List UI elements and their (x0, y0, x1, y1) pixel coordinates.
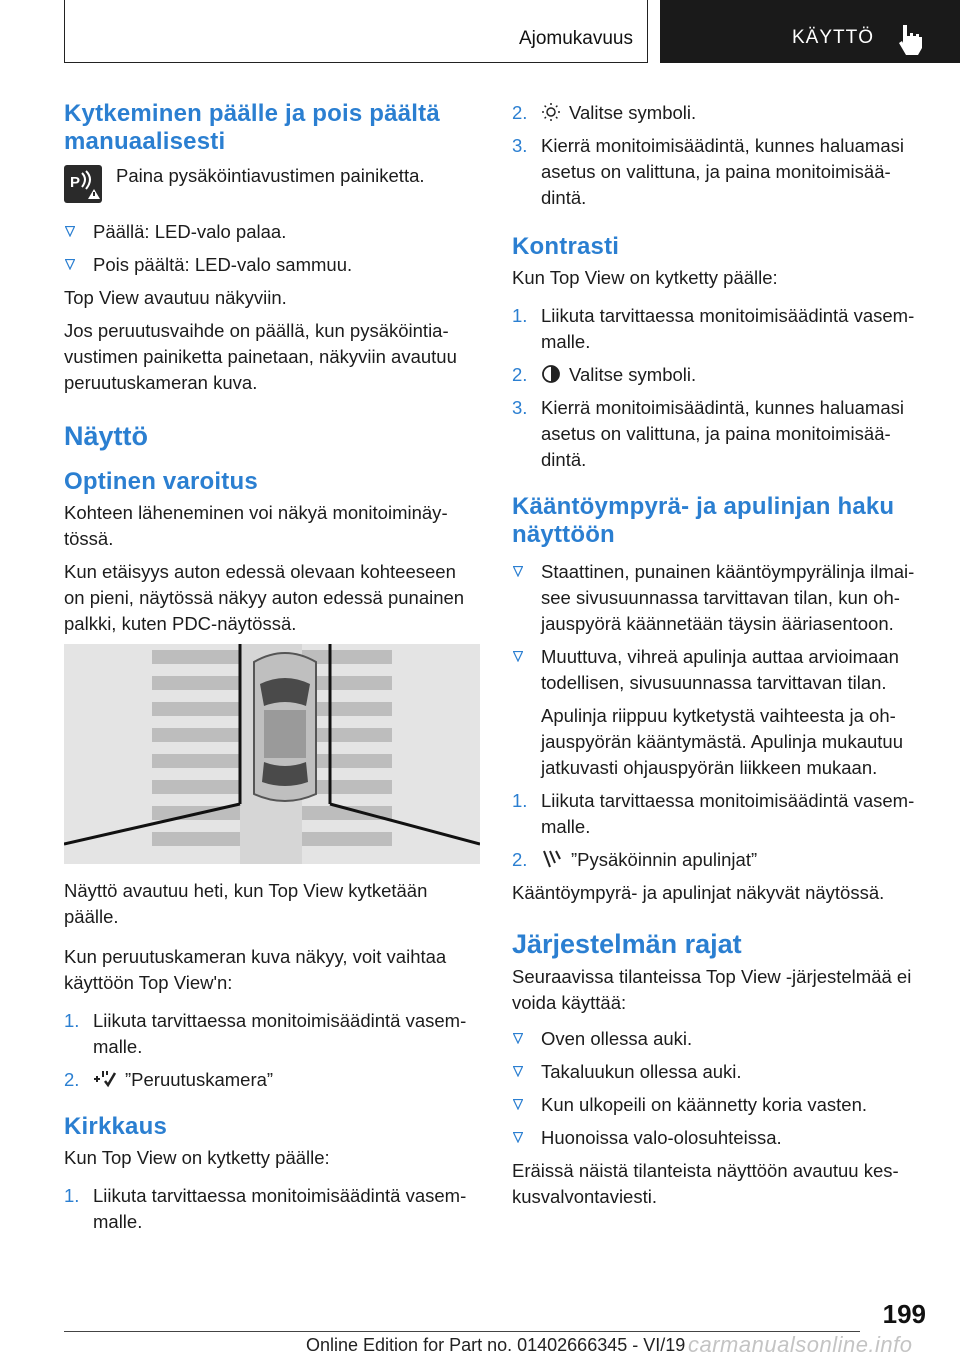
step-text: Kierrä monitoimisäädintä, kunnes haluamasi asetus on valittuna, ja paina monitoimisäädintä. (541, 135, 904, 208)
step-number: 1. (512, 790, 528, 811)
triangle-bullet-icon (513, 651, 523, 662)
manual-bullet-off: Pois päältä: LED-valo sammuu. (93, 254, 353, 275)
manual-switch-heading: Kytkeminen päälle ja pois päältä manuaalisesti (64, 100, 440, 155)
top-view-illustration (64, 644, 480, 864)
triangle-bullet-icon (65, 259, 75, 270)
list-item (512, 1059, 928, 1085)
sun-icon (541, 102, 561, 122)
manual-paragraph-1: Top View avautuu näkyviin. (64, 287, 287, 308)
step-number: 2. (512, 364, 528, 385)
turning-sub-paragraph: Apulinja riippuu kytketystä vaihteesta ja ohjauspyörän kääntymästä. Apulinja mukautuu jatkuvasti ohjauspyörän liikkeen mukaan. (541, 705, 903, 778)
step-number: 1. (64, 1010, 80, 1031)
display-heading: Näyttö (64, 421, 149, 451)
after-diagram-paragraph-2: Kun peruutuskameran kuva näkyy, voit vaihtaa käyttöön Top View'n: (64, 946, 447, 993)
triangle-bullet-icon (513, 1099, 523, 1110)
turning-paragraph: Kääntöympyrä- ja apulinjat näkyvät näytössä. (512, 882, 885, 903)
manual-bullet-on: Päällä: LED-valo palaa. (93, 221, 287, 242)
list-item (512, 100, 928, 126)
svg-text:P: P (70, 174, 81, 191)
header-chapter-title: KÄYTTÖ (792, 27, 875, 48)
contrast-icon (541, 364, 561, 384)
list-item (512, 133, 928, 211)
limit-bullet: Kun ulkopeili on käännetty koria vasten. (541, 1094, 868, 1115)
list-item (64, 1067, 480, 1093)
list-item (64, 219, 480, 245)
parking-guidelines-icon (541, 849, 563, 869)
list-item (512, 395, 928, 473)
optical-warning-heading: Optinen varoitus (64, 468, 258, 495)
step-number: 2. (512, 849, 528, 870)
list-item (512, 847, 928, 873)
list-item (512, 788, 928, 840)
watermark: carmanualsonline.info (688, 1332, 913, 1357)
limits-paragraph: Seuraavissa tilanteissa Top View -järjestelmää ei voida käyttää: (512, 966, 912, 1013)
step-text: ”Peruutuskamera” (125, 1069, 274, 1090)
limit-bullet: Huonoissa valo-olosuhteissa. (541, 1127, 782, 1148)
step-text: ”Pysäköinnin apulinjat” (571, 849, 758, 870)
header-chapter-box (660, 0, 960, 63)
step-text: Valitse symboli. (569, 364, 697, 385)
list-item (512, 1125, 928, 1151)
turning-bullet-dynamic: Muuttuva, vihreä apulinja auttaa arvioimaan todellisen, sivusuunnassa tarvittavan tilan. (541, 646, 899, 693)
step-text: Liikuta tarvittaessa monitoimisäädintä vasemmalle. (93, 1010, 467, 1057)
list-item (512, 303, 928, 355)
triangle-bullet-icon (513, 566, 523, 577)
hand-pointer-icon (894, 21, 928, 57)
step-text: Liikuta tarvittaessa monitoimisäädintä vasemmalle. (93, 1185, 467, 1232)
step-number: 2. (64, 1069, 80, 1090)
limit-bullet: Oven ollessa auki. (541, 1028, 693, 1049)
step-number: 3. (512, 135, 528, 156)
after-diagram-paragraph-1: Näyttö avautuu heti, kun Top View kytketään päälle. (64, 880, 428, 927)
brightness-heading: Kirkkaus (64, 1113, 167, 1140)
contrast-heading: Kontrasti (512, 233, 620, 260)
brightness-paragraph: Kun Top View on kytketty päälle: (64, 1147, 330, 1168)
left-column (64, 100, 480, 1242)
header-section-title: Ajomukavuus (518, 28, 633, 49)
list-item (512, 644, 928, 696)
list-item (512, 1092, 928, 1118)
optical-paragraph-1: Kohteen läheneminen voi näkyä monitoiminäytössä. (64, 502, 448, 549)
manual-instruction (64, 163, 480, 207)
right-column (512, 100, 928, 1217)
step-text: Valitse symboli. (569, 102, 697, 123)
step-text: Liikuta tarvittaessa monitoimisäädintä vasemmalle. (541, 790, 915, 837)
manual-paragraph-2: Jos peruutusvaihde on päällä, kun pysäköintiavustimen painiketta painetaan, näkyviin avautuu peruutuskameran kuva. (64, 320, 457, 393)
system-limits-heading: Järjestelmän rajat (512, 929, 742, 959)
list-item (512, 559, 928, 637)
top-view-diagram (64, 644, 480, 864)
triangle-bullet-icon (513, 1132, 523, 1143)
turning-circle-heading: Kääntöympyrä- ja apulinjan haku näyttöön (512, 493, 895, 548)
list-item (64, 1183, 480, 1235)
reversing-camera-icon (93, 1069, 117, 1089)
triangle-bullet-icon (513, 1033, 523, 1044)
step-text: Liikuta tarvittaessa monitoimisäädintä vasemmalle. (541, 305, 915, 352)
step-number: 2. (512, 102, 528, 123)
list-item (512, 1026, 928, 1052)
step-number: 1. (64, 1185, 80, 1206)
manual-instruction-text: Paina pysäköintiavustimen painiketta. (116, 165, 425, 186)
list-item (64, 252, 480, 278)
step-text: Kierrä monitoimisäädintä, kunnes haluamasi asetus on valittuna, ja paina monitoimisäädintä. (541, 397, 904, 470)
turning-bullet-static: Staattinen, punainen kääntöympyrälinja ilmaisee sivusuunnassa tarvittavan tilan, kun ohjauspyörä käännetään täysin ääriasentoon. (541, 561, 915, 634)
triangle-bullet-icon (513, 1066, 523, 1077)
step-number: 3. (512, 397, 528, 418)
header-section-box (64, 0, 648, 63)
page-number: 199 (882, 1299, 926, 1329)
limit-bullet: Takaluukun ollessa auki. (541, 1061, 742, 1082)
contrast-paragraph: Kun Top View on kytketty päälle: (512, 267, 778, 288)
step-number: 1. (512, 305, 528, 326)
list-item (64, 1008, 480, 1060)
parking-assistant-button-icon (64, 165, 102, 203)
list-item (512, 362, 928, 388)
footer-edition: Online Edition for Part no. 01402666345 - VI/19 (306, 1335, 686, 1355)
limits-paragraph-2: Eräissä näistä tilanteista näyttöön avautuu keskusvalvontaviesti. (512, 1160, 899, 1207)
optical-paragraph-2: Kun etäisyys auton edessä olevaan kohteeseen on pieni, näytössä näkyy auton edessä punainen palkki, kuten PDC-näytössä. (64, 561, 465, 634)
triangle-bullet-icon (65, 226, 75, 237)
